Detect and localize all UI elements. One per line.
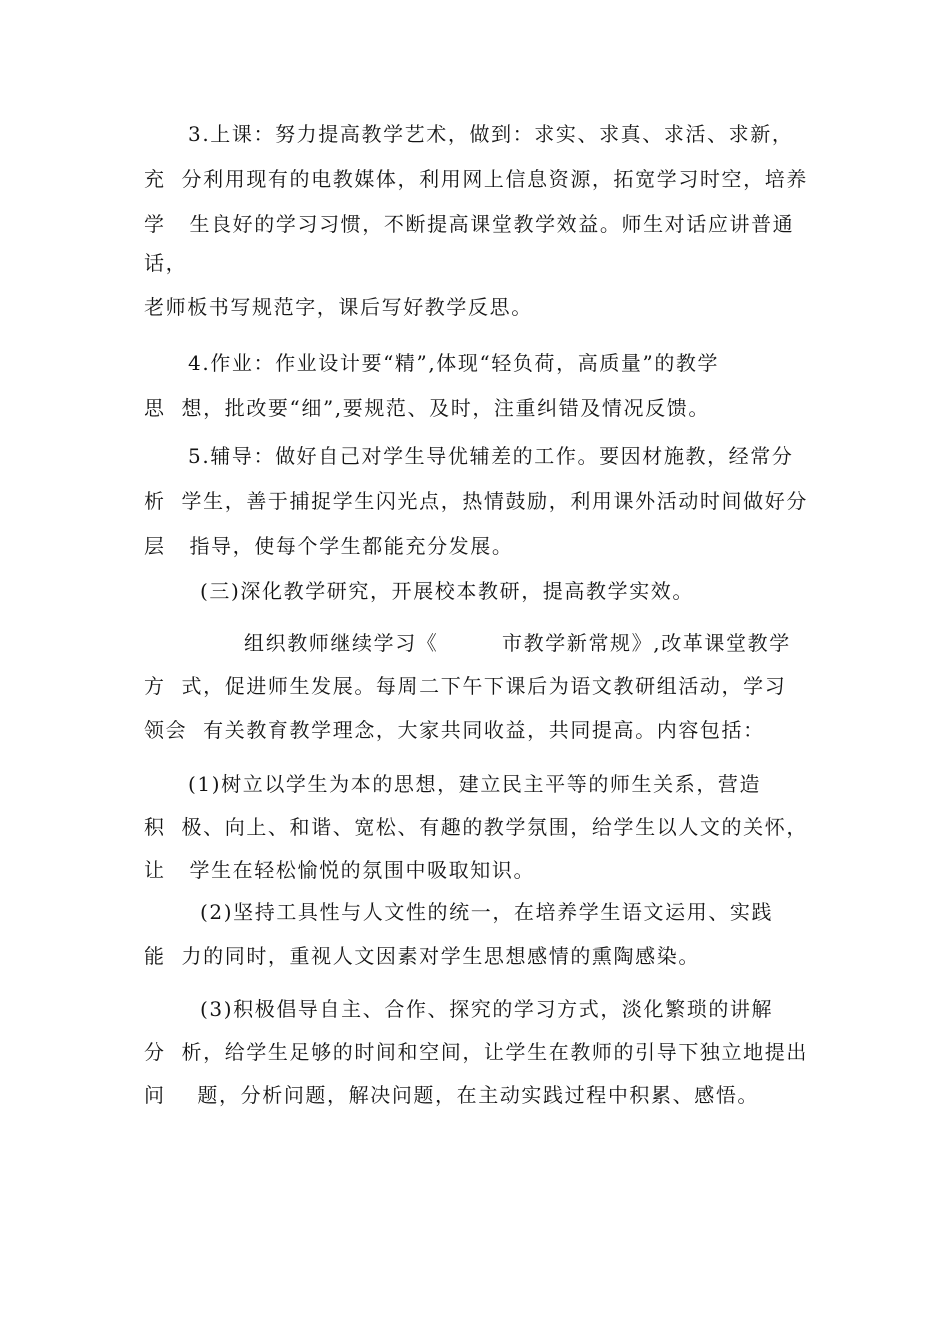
- text-line: 析 学生，善于捕捉学生闪光点，热情鼓励，利用课外活动时间做好分: [144, 489, 808, 513]
- text-line: 积 极、向上、和谐、宽松、有趣的教学氛围，给学生以人文的关怀，: [144, 815, 808, 839]
- text-line: 充 分利用现有的电教媒体，利用网上信息资源，拓宽学习时空，培养: [144, 167, 808, 191]
- text-line: (2)坚持工具性与人文性的统一，在培养学生语文运用、实践: [200, 900, 774, 924]
- text-line: 让 学生在轻松愉悦的氛围中吸取知识。: [144, 858, 536, 882]
- text-line: 5.辅导：做好自己对学生导优辅差的工作。要因材施教，经常分: [188, 444, 794, 468]
- text-line: (3)积极倡导自主、合作、探究的学习方式，淡化繁琐的讲解: [200, 997, 774, 1021]
- text-line: 组织教师继续学习《 市教学新常规》,改革课堂教学: [244, 631, 791, 655]
- text-line: (三)深化教学研究，开展校本教研，提高教学实效。: [200, 579, 695, 603]
- text-line: 3.上课：努力提高教学艺术，做到：求实、求真、求活、求新，: [188, 122, 794, 146]
- text-line: 领会 有关教育教学理念，大家共同收益，共同提高。内容包括：: [144, 718, 765, 742]
- text-line: 能 力的同时，重视人文因素对学生思想感情的熏陶感染。: [144, 944, 700, 968]
- text-line: 层 指导，使每个学生都能充分发展。: [144, 534, 514, 558]
- text-line: 学 生良好的学习习惯，不断提高课堂教学效益。师生对话应讲普通: [144, 212, 795, 236]
- text-line: 分 析，给学生足够的时间和空间，让学生在教师的引导下独立地提出: [144, 1040, 808, 1064]
- text-line: 4.作业：作业设计要“精”,体现“轻负荷，高质量”的教学: [188, 351, 720, 375]
- text-line: 问 题，分析问题，解决问题，在主动实践过程中积累、感悟。: [144, 1083, 760, 1107]
- text-line: 方 式，促进师生发展。每周二下午下课后为语文教研组活动，学习: [144, 674, 787, 698]
- text-line: 老师板书写规范字，课后写好教学反思。: [144, 295, 533, 319]
- text-line: 思 想，批改要“细”,要规范、及时，注重纠错及情况反馈。: [144, 396, 710, 420]
- text-line: 话，: [144, 251, 188, 275]
- text-line: (1)树立以学生为本的思想，建立民主平等的师生关系，营造: [188, 772, 762, 796]
